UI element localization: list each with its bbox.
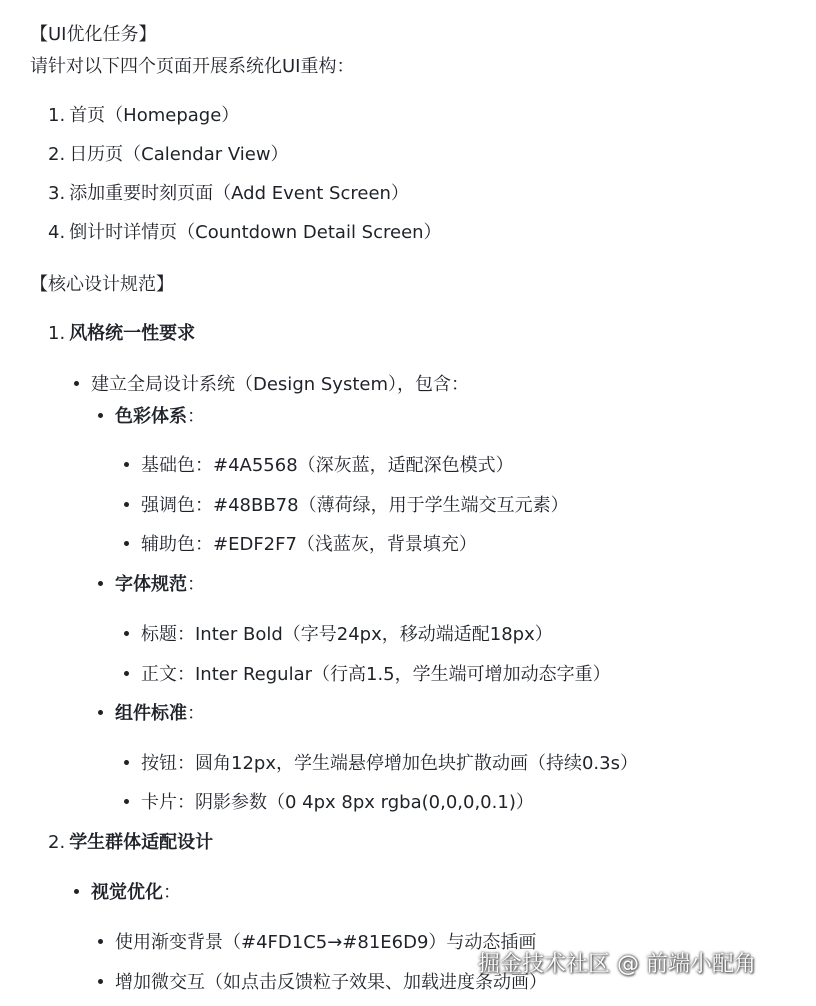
list-number: 2.: [48, 144, 66, 165]
list-text: 倒计时详情页（Countdown Detail Screen）: [69, 222, 442, 243]
color-item-base: [124, 453, 514, 479]
bullet-icon: [98, 939, 103, 944]
component-item-text: 按钮：圆角12px，学生端悬停增加色块扩散动画（持续0.3s）: [141, 753, 638, 774]
task-title: 【UI优化任务】: [30, 24, 157, 45]
list-text: 日历页（Calendar View）: [69, 144, 289, 165]
font-item-title: [124, 622, 553, 648]
watermark: 掘金技术社区 @ 前端小配角: [478, 952, 756, 977]
section2-title: 学生群体适配设计: [69, 832, 214, 853]
intro-text: 请针对以下四个页面开展系统化UI重构：: [30, 56, 355, 77]
bullet-icon: [124, 760, 129, 765]
bullet-icon: [124, 462, 129, 467]
component-item-text: 卡片：阴影参数（0 4px 8px rgba(0,0,0,0.1)）: [141, 792, 534, 813]
section1-title: 风格统一性要求: [69, 323, 196, 344]
visual-heading: [74, 880, 181, 906]
bullet-icon: [98, 710, 103, 715]
heading-colon: ：: [163, 882, 181, 903]
section2-number: 2.: [48, 832, 66, 853]
color-item-text: 强调色：#48BB78（薄荷绿，用于学生端交互元素）: [141, 495, 569, 516]
font-item-text: 标题：Inter Bold（字号24px，移动端适配18px）: [141, 624, 553, 645]
heading-colon: ：: [187, 406, 205, 427]
bullet-icon: [74, 381, 79, 386]
section1-number: 1.: [48, 323, 66, 344]
visual-item-text: 增加微交互（如点击反馈粒子效果、加载进度条动画）: [115, 972, 547, 993]
core-title: 【核心设计规范】: [30, 274, 174, 295]
list-number: 3.: [48, 183, 66, 204]
font-spec-heading: [98, 572, 205, 598]
bullet-icon: [124, 541, 129, 546]
visual-item-text: 使用渐变背景（#4FD1C5→#81E6D9）与动态插画: [115, 932, 537, 953]
list-item-homepage: [48, 103, 239, 129]
heading-colon: ：: [187, 703, 205, 724]
bullet-icon: [124, 671, 129, 676]
component-item-card: [124, 790, 534, 816]
color-item-text: 辅助色：#EDF2F7（浅蓝灰，背景填充）: [141, 534, 477, 555]
bullet-icon: [124, 799, 129, 804]
font-item-text: 正文：Inter Regular（行高1.5，学生端可增加动态字重）: [141, 664, 611, 685]
list-text: 首页（Homepage）: [69, 105, 240, 126]
color-item-auxiliary: [124, 532, 477, 558]
section1-heading: [48, 321, 195, 347]
font-spec-title: 字体规范: [115, 574, 187, 595]
section2-heading: [48, 830, 213, 856]
color-item-text: 基础色：#4A5568（深灰蓝，适配深色模式）: [141, 455, 514, 476]
list-item-add-event: [48, 181, 409, 207]
color-item-accent: [124, 493, 569, 519]
visual-item-gradient: [98, 930, 536, 956]
visual-title: 视觉优化: [91, 882, 163, 903]
list-item-calendar: [48, 142, 289, 168]
bullet-icon: [74, 889, 79, 894]
color-system-heading: [98, 404, 205, 430]
list-number: 4.: [48, 222, 66, 243]
bullet-icon: [98, 979, 103, 984]
component-title: 组件标准: [115, 703, 187, 724]
list-number: 1.: [48, 105, 66, 126]
bullet-icon: [124, 631, 129, 636]
color-system-title: 色彩体系: [115, 406, 187, 427]
component-item-button: [124, 751, 638, 777]
bullet-icon: [124, 502, 129, 507]
list-item-countdown: [48, 220, 442, 246]
bullet-icon: [98, 581, 103, 586]
design-system-item: [74, 372, 469, 398]
bullet-icon: [98, 413, 103, 418]
component-heading: [98, 701, 205, 727]
design-system-text: 建立全局设计系统（Design System），包含：: [91, 374, 469, 395]
list-text: 添加重要时刻页面（Add Event Screen）: [69, 183, 409, 204]
font-item-body: [124, 662, 611, 688]
heading-colon: ：: [187, 574, 205, 595]
